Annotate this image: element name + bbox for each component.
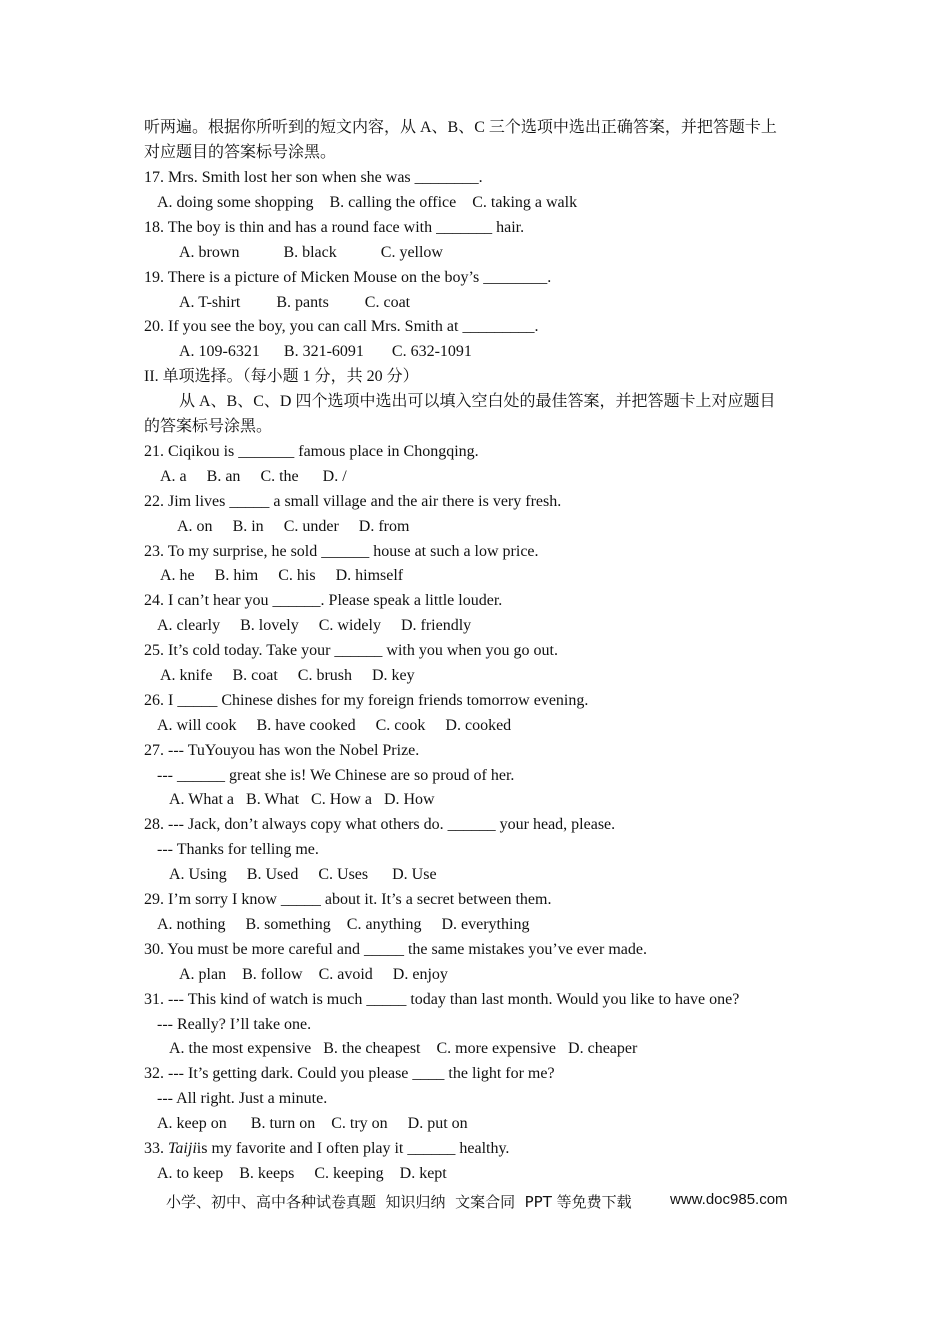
- option: C. coat: [364, 294, 411, 311]
- option: C. anything: [346, 916, 422, 933]
- option: C. keeping: [314, 1165, 384, 1182]
- question-32: 32. --- It’s getting dark. Could you please ____ the light for me?: [144, 1065, 555, 1082]
- option: A. Using: [169, 866, 227, 883]
- option: C. under: [283, 518, 339, 535]
- option: B. have cooked: [256, 717, 356, 734]
- option: A. he: [160, 567, 195, 584]
- option: B. keeps: [239, 1165, 295, 1182]
- question-30: 30. You must be more careful and _____ the same mistakes you’ve ever made.: [144, 941, 647, 958]
- options-33: [157, 1164, 447, 1184]
- question-28: 28. --- Jack, don’t always copy what others do. ______ your head, please.: [144, 816, 616, 833]
- options-27: [169, 790, 435, 810]
- option: B. calling the office: [329, 194, 457, 211]
- footer-tagline: 小学、初中、高中各种试卷真题 知识归纳 文案合同 PPT 等免费下载: [166, 1193, 632, 1211]
- option: C. yellow: [380, 244, 443, 261]
- options-19: [179, 293, 410, 313]
- question-32-reply: --- All right. Just a minute.: [157, 1090, 328, 1107]
- option: D. cooked: [445, 717, 512, 734]
- options-32: [157, 1114, 468, 1134]
- option: C. 632-1091: [391, 343, 472, 360]
- options-28: [169, 865, 437, 885]
- option: B. coat: [232, 667, 278, 684]
- option: D. key: [372, 667, 415, 684]
- option: C. more expensive: [436, 1040, 557, 1057]
- question-22: 22. Jim lives _____ a small village and the air there is very fresh.: [144, 493, 562, 510]
- options-18: [179, 243, 443, 263]
- options-29: [157, 915, 529, 935]
- option: C. taking a walk: [472, 194, 578, 211]
- option: A. will cook: [157, 717, 237, 734]
- option: B. lovely: [240, 617, 299, 634]
- option: A. to keep: [157, 1165, 224, 1182]
- option: A. What a: [169, 791, 235, 808]
- option: D. friendly: [400, 617, 472, 634]
- options-22: [177, 517, 409, 537]
- option: C. his: [278, 567, 316, 584]
- option: B. turn on: [250, 1115, 316, 1132]
- footer-website: www.doc985.com: [670, 1191, 788, 1208]
- question-33: [144, 1139, 509, 1159]
- option: C. Uses: [318, 866, 369, 883]
- option: A. doing some shopping: [157, 194, 314, 211]
- question-31-reply: --- Really? I’ll take one.: [157, 1016, 312, 1033]
- option: B. What: [246, 791, 300, 808]
- option: B. the cheapest: [323, 1040, 421, 1057]
- option: A. T-shirt: [179, 294, 241, 311]
- options-17: [157, 193, 577, 213]
- option: B. an: [206, 468, 241, 485]
- option: D. from: [358, 518, 410, 535]
- option: B. black: [283, 244, 337, 261]
- option: B. something: [245, 916, 331, 933]
- option: A. nothing: [157, 916, 226, 933]
- option: B. him: [214, 567, 259, 584]
- option: C. widely: [318, 617, 381, 634]
- options-20: [179, 342, 472, 362]
- option: A. 109-6321: [179, 343, 260, 360]
- option: C. avoid: [318, 966, 373, 983]
- option: C. try on: [331, 1115, 388, 1132]
- option: A. the most expensive: [169, 1040, 312, 1057]
- option: A. plan: [179, 966, 227, 983]
- question-number: 33.: [144, 1140, 168, 1157]
- option: A. brown: [179, 244, 240, 261]
- option: D. everything: [441, 916, 530, 933]
- intro-line-2: 对应题目的答案标号涂黑。: [144, 144, 337, 161]
- italic-term: Taiji: [168, 1140, 197, 1157]
- option: D. himself: [335, 567, 404, 584]
- option: D. put on: [407, 1115, 468, 1132]
- option: D. cheaper: [568, 1040, 638, 1057]
- question-23: 23. To my surprise, he sold ______ house at such a low price.: [144, 543, 539, 560]
- options-26: [157, 716, 511, 736]
- options-30: [179, 965, 448, 985]
- section-instructions-2: 的答案标号涂黑。: [144, 418, 273, 435]
- question-20: 20. If you see the boy, you can call Mrs. Smith at _________.: [144, 318, 539, 335]
- option: B. in: [232, 518, 264, 535]
- intro-line-1: 听两遍。根据你所听到的短文内容，从 A、B、C 三个选项中选出正确答案，并把答题卡上: [144, 119, 777, 136]
- option: C. the: [260, 468, 299, 485]
- option: D. Use: [392, 866, 437, 883]
- option: C. brush: [297, 667, 352, 684]
- option: D. How: [383, 791, 435, 808]
- section-instructions-1: 从 A、B、C、D 四个选项中选出可以填入空白处的最佳答案，并把答题卡上对应题目: [179, 393, 776, 410]
- option: B. pants: [276, 294, 329, 311]
- question-17: 17. Mrs. Smith lost her son when she was ________.: [144, 169, 483, 186]
- option: B. Used: [246, 866, 299, 883]
- option: B. 321-6091: [283, 343, 364, 360]
- option: D. enjoy: [392, 966, 448, 983]
- question-24: 24. I can’t hear you ______. Please speak a little louder.: [144, 592, 503, 609]
- options-25: [160, 666, 415, 686]
- section-heading: II. 单项选择。（每小题 1 分，共 20 分）: [144, 368, 419, 385]
- option: D. /: [322, 468, 347, 485]
- option: A. on: [177, 518, 213, 535]
- options-23: [160, 566, 403, 586]
- option: A. clearly: [157, 617, 221, 634]
- options-24: [157, 616, 471, 636]
- question-25: 25. It’s cold today. Take your ______ with you when you go out.: [144, 642, 558, 659]
- question-text: is my favorite and I often play it ______ healthy.: [196, 1140, 510, 1157]
- question-28-reply: --- Thanks for telling me.: [157, 841, 319, 858]
- question-27-reply: --- ______ great she is! We Chinese are so proud of her.: [157, 767, 515, 784]
- question-27: 27. --- TuYouyou has won the Nobel Prize.: [144, 742, 420, 759]
- question-26: 26. I _____ Chinese dishes for my foreign friends tomorrow evening.: [144, 692, 589, 709]
- question-18: 18. The boy is thin and has a round face with _______ hair.: [144, 219, 525, 236]
- options-31: [169, 1039, 637, 1059]
- options-21: [160, 467, 347, 487]
- option: A. a: [160, 468, 187, 485]
- question-19: 19. There is a picture of Micken Mouse on the boy’s ________.: [144, 269, 552, 286]
- option: C. cook: [375, 717, 426, 734]
- option: A. keep on: [157, 1115, 227, 1132]
- question-31: 31. --- This kind of watch is much _____ today than last month. Would you like to have one?: [144, 991, 740, 1008]
- option: B. follow: [242, 966, 303, 983]
- option: A. knife: [160, 667, 213, 684]
- question-21: 21. Ciqikou is _______ famous place in Chongqing.: [144, 443, 479, 460]
- option: D. kept: [399, 1165, 447, 1182]
- question-29: 29. I’m sorry I know _____ about it. It’s a secret between them.: [144, 891, 552, 908]
- option: C. How a: [311, 791, 372, 808]
